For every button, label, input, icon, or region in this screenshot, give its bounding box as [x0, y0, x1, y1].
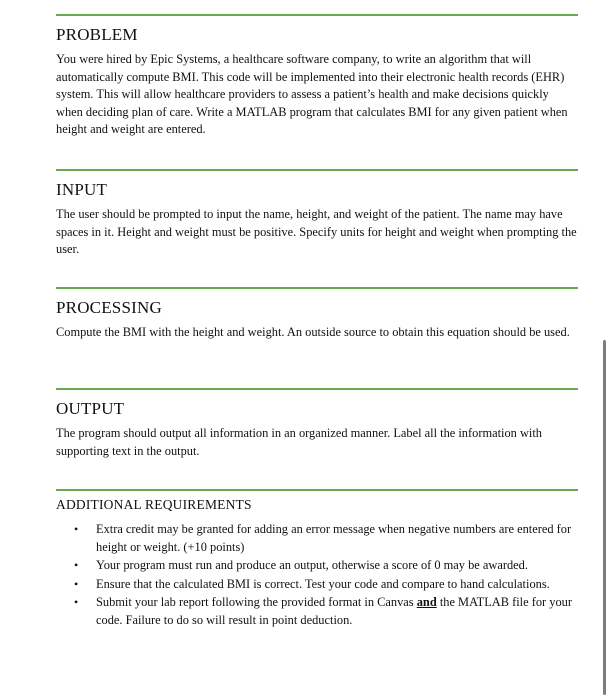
processing-section: [56, 287, 578, 342]
section-divider: [56, 14, 578, 16]
bullet-icon: •: [74, 558, 79, 572]
list-item: [56, 557, 578, 575]
requirement-text-post: the MATLAB file for your code. Failure to do so will result in point deduction.: [96, 595, 572, 627]
list-item: [56, 576, 578, 594]
list-item: [56, 521, 578, 556]
input-heading: INPUT: [56, 180, 108, 199]
bullet-icon: •: [74, 522, 79, 536]
problem-heading: PROBLEM: [56, 25, 138, 44]
list-item: [56, 594, 578, 629]
section-divider: [56, 388, 578, 390]
bullet-icon: •: [74, 576, 79, 591]
problem-section: [56, 14, 578, 139]
output-text: The program should output all information in an organized manner. Label all the information with supporting text in the output.: [56, 426, 542, 458]
additional-requirements-section: [56, 489, 578, 630]
output-heading: OUTPUT: [56, 399, 125, 418]
output-section: [56, 388, 578, 460]
bullet-icon: •: [74, 595, 79, 609]
processing-heading: PROCESSING: [56, 298, 162, 317]
input-section: [56, 169, 578, 259]
section-divider: [56, 489, 578, 491]
requirement-text: Ensure that the calculated BMI is correct. Test your code and compare to hand calculations.: [96, 576, 550, 591]
requirement-text: Your program must run and produce an output, otherwise a score of 0 may be awarded.: [96, 558, 528, 572]
requirement-emphasis-and: and: [416, 595, 437, 609]
processing-text: Compute the BMI with the height and weight. An outside source to obtain this equation should be used.: [56, 325, 570, 339]
requirement-text: Extra credit may be granted for adding an error message when negative numbers are entered for height or weight. (+10 points): [96, 522, 572, 554]
problem-text: You were hired by Epic Systems, a healthcare software company, to write an algorithm that will automatically compute BMI. This code will be implemented into their electronic health records (EHR) system. This will allow healthcare providers to assess a patient’s health and make decisions quickly when deciding plan of care. Write a MATLAB program that calculates BMI for any given patient when height and weight are entered.: [56, 52, 568, 136]
requirements-list: [56, 521, 578, 629]
section-divider: [56, 287, 578, 289]
additional-requirements-heading: ADDITIONAL REQUIREMENTS: [56, 497, 252, 512]
input-text: The user should be prompted to input the name, height, and weight of the patient. The name may have spaces in it. Height and weight must be positive. Specify units for height and weight when prompting the user.: [56, 207, 577, 256]
section-divider: [56, 169, 578, 171]
vertical-scrollbar[interactable]: [603, 340, 606, 695]
requirement-text-pre: Submit your lab report following the provided format in Canvas: [96, 595, 417, 609]
